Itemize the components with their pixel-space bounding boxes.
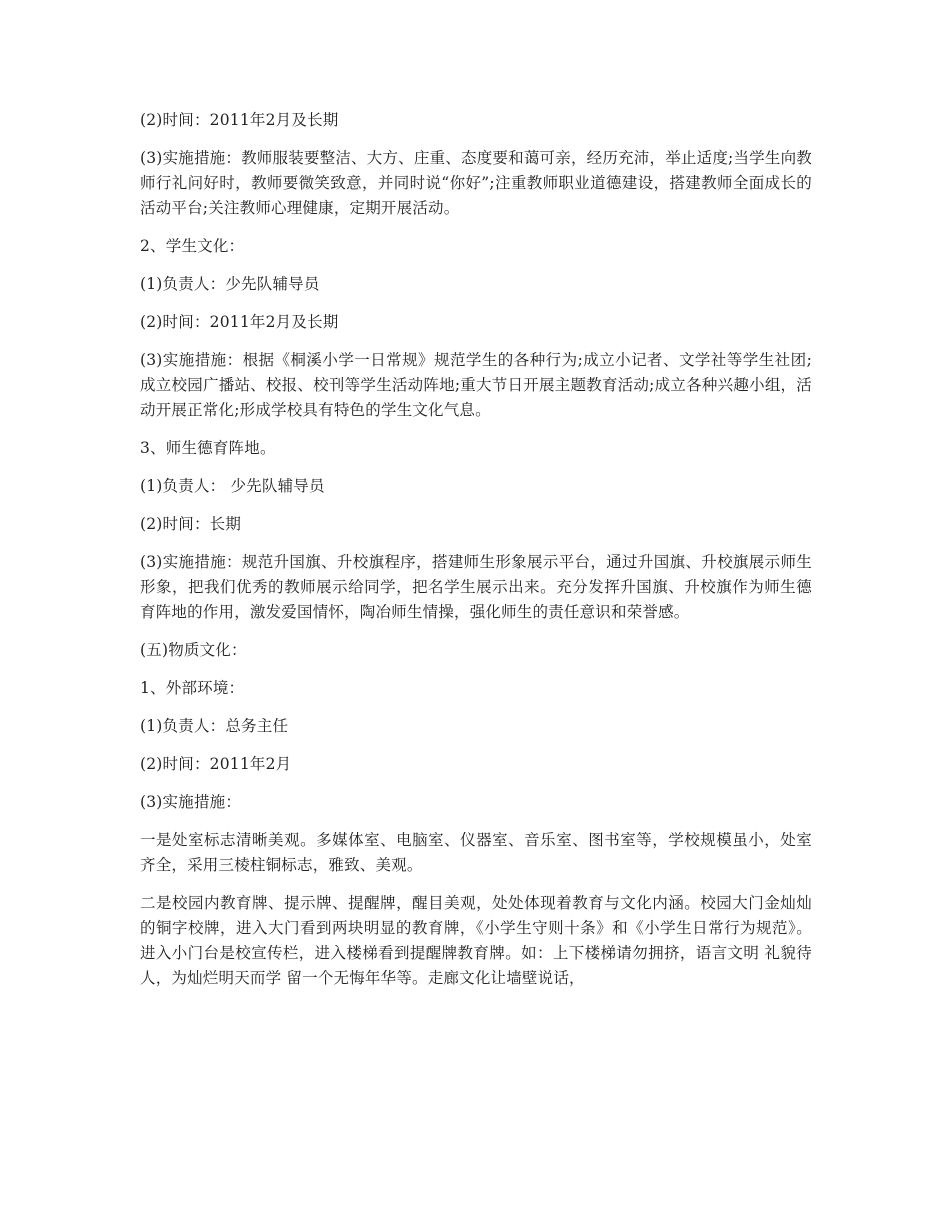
paragraph-measures-moral: (3)实施措施：规范升国旗、升校旗程序，搭建师生形象展示平台，通过升国旗、升校旗展示师生形象，把我们优秀的教师展示给同学，把名学生展示出来。充分发挥升国旗、升校旗作为师生德育阵地的作用，激发爱国情怀，陶冶师生情操，强化师生的责任意识和荣誉感。 bbox=[140, 553, 812, 621]
paragraph-time-teacher: (2)时间：2011年2月及长期 bbox=[140, 111, 339, 129]
paragraph-time-environment: (2)时间：2011年2月 bbox=[140, 755, 292, 773]
paragraph-point-two: 二是校园内教育牌、提示牌、提醒牌，醒目美观，处处体现着教育与文化内涵。校园大门金灿灿的铜字校牌，进入大门看到两块明显的教育牌，《小学生守则十条》和《小学生日常行为规范》。进入小门台是校宣传栏，进入楼梯看到提醒牌教育牌。如：上下楼梯请勿拥挤，语言文明 礼貌待人，为灿烂明天而学 留一个无悔年华等。走廊文化让墙壁说话， bbox=[140, 894, 812, 987]
paragraph-point-one: 一是处室标志清晰美观。多媒体室、电脑室、仪器室、音乐室、图书室等，学校规模虽小，处室齐全，采用三棱柱铜标志，雅致、美观。 bbox=[140, 831, 812, 874]
heading-material-culture: (五)物质文化： bbox=[140, 641, 247, 659]
paragraph-owner-moral: (1)负责人： 少先队辅导员 bbox=[140, 477, 325, 495]
heading-external-environment: 1、外部环境： bbox=[140, 679, 245, 697]
paragraph-owner-student: (1)负责人：少先队辅导员 bbox=[140, 275, 320, 293]
heading-moral-education: 3、师生德育阵地。 bbox=[140, 439, 276, 457]
paragraph-time-moral: (2)时间：长期 bbox=[140, 515, 242, 533]
paragraph-owner-environment: (1)负责人：总务主任 bbox=[140, 717, 289, 735]
paragraph-time-student: (2)时间：2011年2月及长期 bbox=[140, 313, 339, 331]
paragraph-measures-environment-label: (3)实施措施： bbox=[140, 793, 242, 811]
heading-student-culture: 2、学生文化： bbox=[140, 237, 245, 255]
document-page bbox=[140, 108, 812, 1004]
paragraph-measures-student: (3)实施措施：根据《桐溪小学一日常规》规范学生的各种行为;成立小记者、文学社等学生社团;成立校园广播站、校报、校刊等学生活动阵地;重大节日开展主题教育活动;成立各种兴趣小组，活动开展正常化;形成学校具有特色的学生文化气息。 bbox=[140, 351, 812, 419]
paragraph-measures-teacher: (3)实施措施：教师服装要整洁、大方、庄重、态度要和蔼可亲，经历充沛，举止适度;当学生向教师行礼问好时，教师要微笑致意，并同时说“你好”;注重教师职业道德建设，搭建教师全面成长的活动平台;关注教师心理健康，定期开展活动。 bbox=[140, 149, 812, 217]
